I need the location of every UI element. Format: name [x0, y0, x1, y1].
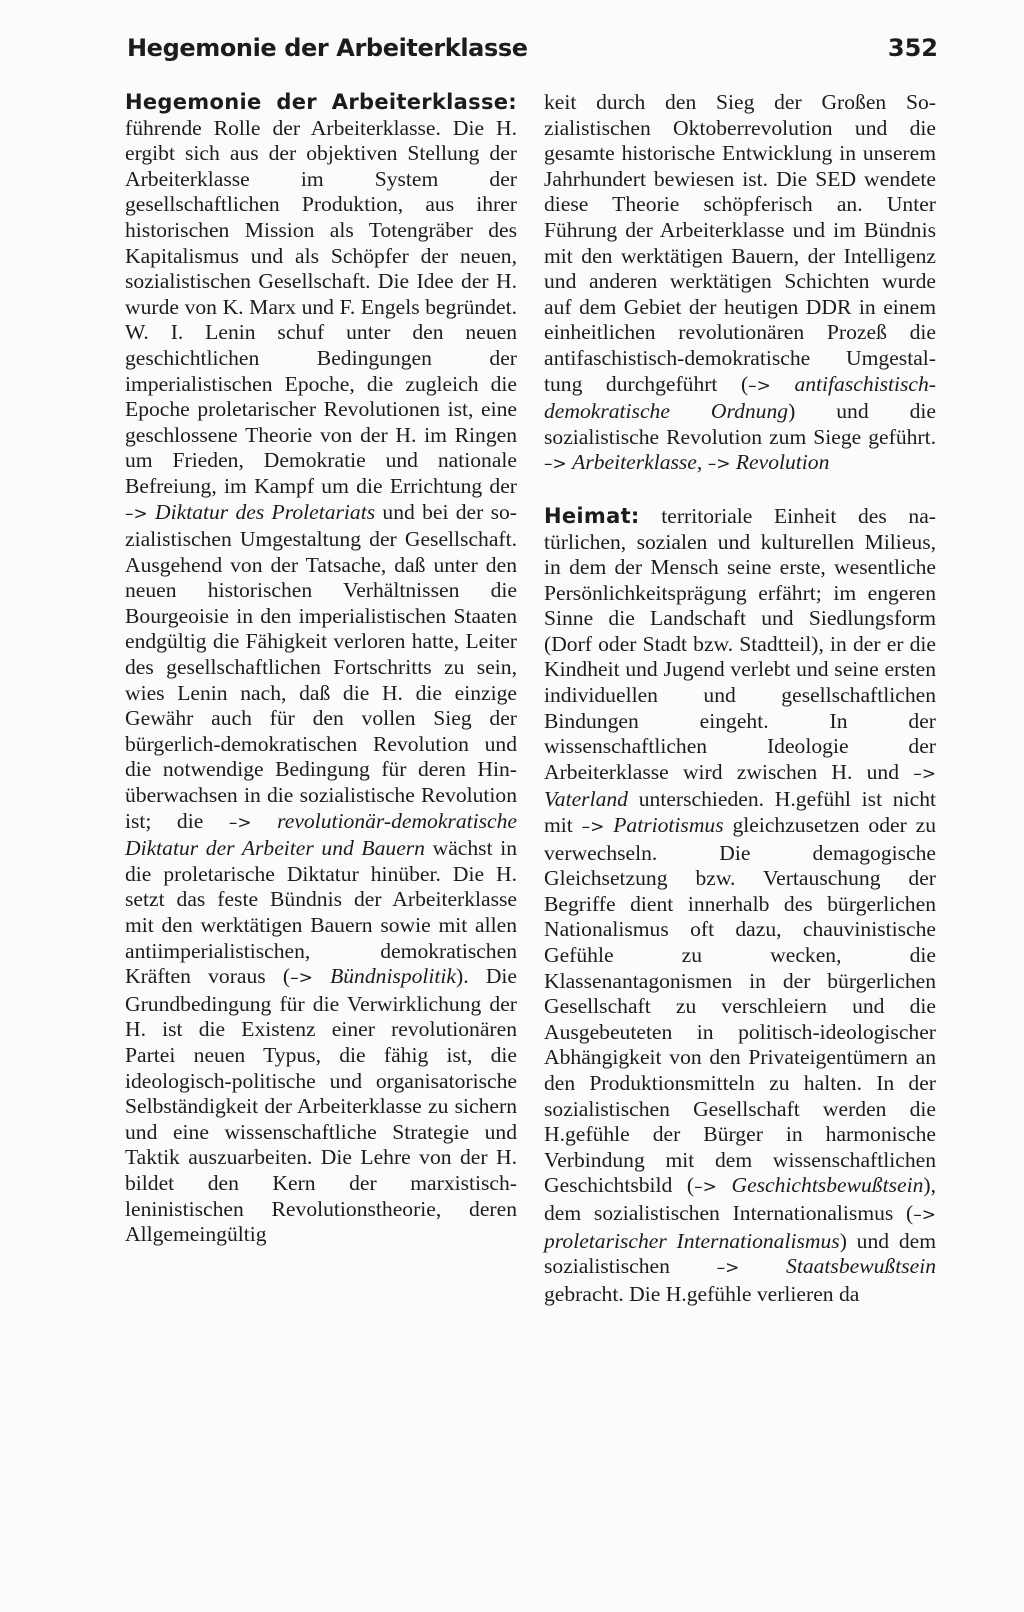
- entry-text: ) und dem sozialistischen: [544, 1228, 936, 1279]
- entry-text: ) und die sozialistische Revolution zum Siege geführt.: [544, 399, 936, 449]
- cross-reference-arrow-icon: –>: [913, 763, 936, 784]
- cross-reference-arrow-icon: –>: [228, 812, 252, 833]
- entry-text: führende Rolle der Arbeiterklasse. Die H. ergibt sich aus der objektiven Stellung der Arbeiterklasse im System der gesellschaftlichen Produktion, aus ihrer historischen Mission als Totengräber des Kapitalismus und als Schöpfer der neuen, sozialistischen Gesellschaft. Die Idee der H. wurde von K. Marx und F. Engels begründet. W. I. Lenin schuf unter den neuen geschichtlichen Bedingungen der imperialistischen Epoche, die zugleich die Epoche proletarischer Revolutionen ist, eine geschlossene Theorie von der H. im Ringen um Frieden, Demokratie und nationale Befreiung, im Kampf um die Errichtung der: [125, 115, 517, 498]
- cross-reference-arrow-icon: –>: [125, 503, 148, 524]
- cross-reference-arrow-icon: –>: [581, 817, 605, 838]
- cross-reference-arrow-icon: –>: [716, 1258, 740, 1279]
- headword: Heimat:: [544, 503, 640, 528]
- headword: Hegemonie der Arbeiterklasse:: [125, 90, 517, 114]
- cross-reference-arrow-icon: –>: [290, 968, 313, 989]
- cross-reference-link[interactable]: revolutionär-demokratische Diktatur der Arbeiter und Bauern: [125, 808, 517, 861]
- running-head: Hegemonie der Arbeiterklasse: [127, 34, 528, 62]
- cross-reference-link[interactable]: Staatsbewußtsein: [786, 1254, 936, 1279]
- entry-hegemonie-continued: [544, 90, 936, 478]
- cross-reference-link[interactable]: Diktatur des Proletariats: [155, 499, 376, 524]
- cross-reference-link[interactable]: Bündnispolitik: [330, 964, 457, 989]
- cross-reference-link[interactable]: proletarischer Internationalismus: [544, 1228, 840, 1253]
- right-column: [544, 90, 936, 1307]
- page-number: 352: [887, 34, 938, 62]
- page-header: [127, 34, 938, 74]
- entry-text: territoriale Einheit des natürlichen, sozialen und kulturellen Milieus, in dem der Mensch seine erste, wesentliche Persönlichkeitsprägung erfährt; im engeren Sinne die Landschaft und Siedlungsform (Dorf oder Stadt bzw. Stadtteil), in der er die Kindheit und Jugend verlebt und seine ersten individuellen und gesellschaftlichen Bindungen eingeht. In der wissenschaftlichen Ideologie der Arbeiterklasse wird zwischen H. und: [544, 503, 936, 784]
- entry-text: ), dem sozialistischen Internationalismus (: [544, 1173, 936, 1225]
- cross-reference-link[interactable]: Arbeiterklasse,: [572, 450, 703, 475]
- cross-reference-arrow-icon: –>: [707, 454, 731, 475]
- cross-reference-link[interactable]: Vaterland: [544, 787, 628, 812]
- entry-text: unterschieden. H.gefühl ist nicht mit: [544, 787, 936, 838]
- entry-text: wächst in die proletarische Diktatur hinüber. Die H. setzt das feste Bündnis der Arbeiterklasse mit den werktätigen Bauern sowie mit allen antiimperialistischen, demokratischen Kräften voraus (: [125, 836, 517, 989]
- entry-text: und bei der sozialistischen Umgestaltung der Gesellschaft. Ausgehend von der Tatsache, daß unter den neuen historischen Verhältnissen die Bourgeoisie in den imperialistischen Staaten endgültig die Fähigkeit verloren hatte, Leiter des gesellschaftlichen Fortschritts zu sein, wies Lenin nach, daß die H. die einzige Gewähr auch für den vollen Sieg der bürgerlich-demokratischen Revolution und die notwendige Bedingung für deren Hinüberwachsen in die sozialistische Revolution ist; die: [125, 499, 517, 833]
- cross-reference-arrow-icon: –>: [913, 1204, 936, 1225]
- cross-reference-link[interactable]: Geschichtsbewußtsein: [731, 1173, 924, 1198]
- cross-reference-arrow-icon: –>: [748, 375, 771, 396]
- entry-text: keit durch den Sieg der Großen Sozialistischen Oktoberrevolution und die gesamte historische Entwicklung in unserem Jahrhundert bewiesen ist. Die SED wendete diese Theorie schöpferisch an. Unter Führung der Arbeiterklasse und im Bündnis mit den werktätigen Bauern, der Intelligenz und anderen werktätigen Schichten wurde auf dem Gebiet der heutigen DDR in einem einheitlichen revolutionären Prozeß die antifaschistisch-demokratische Umgestaltung durchgeführt (: [544, 90, 936, 396]
- entry-text: gleichzusetzen oder zu verwechseln. Die demagogische Gleichsetzung bzw. Vertauschung der Begriffe dient innerhalb des bürgerlichen Nationalismus oft dazu, chauvinistische Gefühle zu wecken, die Klassenantagonismen in der bürgerlichen Gesellschaft zu verschleiern und die Ausgebeuteten in politisch-ideologischer Abhängigkeit von den Privateigentümern an den Produktionsmitteln zu halten. In der sozialistischen Gesellschaft werden die H.gefühle der Bürger in harmonische Verbindung mit dem wissenschaftlichen Geschichtsbild (: [544, 813, 936, 1198]
- entry-heimat: [544, 504, 936, 1307]
- cross-reference-arrow-icon: –>: [694, 1177, 717, 1198]
- entry-hegemonie-der-arbeiterklasse: [125, 90, 517, 1248]
- cross-reference-link[interactable]: antifaschistisch-demokratische Ordnung: [544, 371, 936, 424]
- cross-reference-link[interactable]: Patriotismus: [613, 813, 724, 838]
- cross-reference-arrow-icon: –>: [544, 454, 567, 475]
- cross-reference-link[interactable]: Revolution: [735, 450, 830, 475]
- left-column: [125, 90, 517, 1248]
- entry-text: ). Die Grundbedingung für die Verwirklichung der H. ist die Existenz einer revolutionären Partei neuen Typus, die fähig ist, die ideologisch-politische und organisatorische Selbständigkeit der Arbeiterklasse zu sichern und eine wissenschaftliche Strategie und Taktik auszuarbeiten. Die Lehre von der H. bildet den Kern der marxistisch-leninistischen Revolutionstheorie, deren Allgemeingültig: [125, 964, 517, 1247]
- entry-text: gebracht. Die H.gefühle verlieren da: [544, 1281, 860, 1306]
